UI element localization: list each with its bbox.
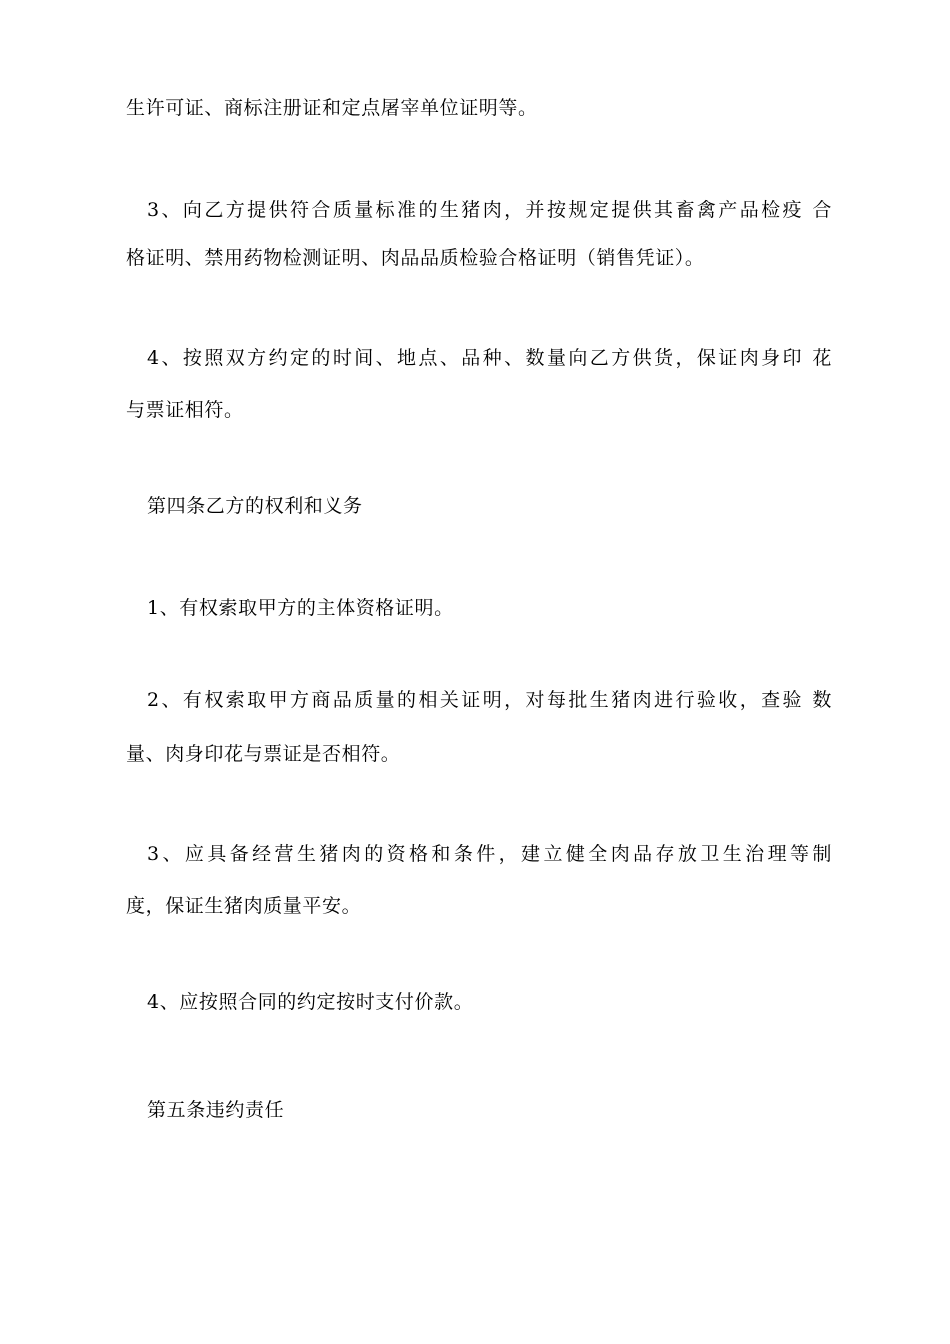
paragraph-line: 与票证相符。 <box>126 399 244 421</box>
paragraph-line: 量、肉身印花与票证是否相符。 <box>126 743 401 765</box>
article-heading: 第五条违约责任 <box>147 1099 285 1121</box>
paragraph-line: 1、有权索取甲方的主体资格证明。 <box>147 597 454 619</box>
paragraph-line: 格证明、禁用药物检测证明、肉品品质检验合格证明（销售凭证）。 <box>126 247 705 269</box>
paragraph-line: 2、有权索取甲方商品质量的相关证明，对每批生猪肉进行验收，查验 数 <box>147 689 832 711</box>
paragraph-line: 4、应按照合同的约定按时支付价款。 <box>147 991 474 1013</box>
paragraph-line: 4、按照双方约定的时间、地点、品种、数量向乙方供货，保证肉身印 花 <box>147 347 832 369</box>
paragraph-line: 3、应具备经营生猪肉的资格和条件，建立健全肉品存放卫生治理等制 <box>147 843 832 865</box>
article-heading: 第四条乙方的权利和义务 <box>147 495 363 517</box>
paragraph-line: 3、向乙方提供符合质量标准的生猪肉，并按规定提供其畜禽产品检疫 合 <box>147 199 832 221</box>
paragraph-line: 生许可证、商标注册证和定点屠宰单位证明等。 <box>126 97 538 119</box>
paragraph-line: 度，保证生猪肉质量平安。 <box>126 895 362 917</box>
